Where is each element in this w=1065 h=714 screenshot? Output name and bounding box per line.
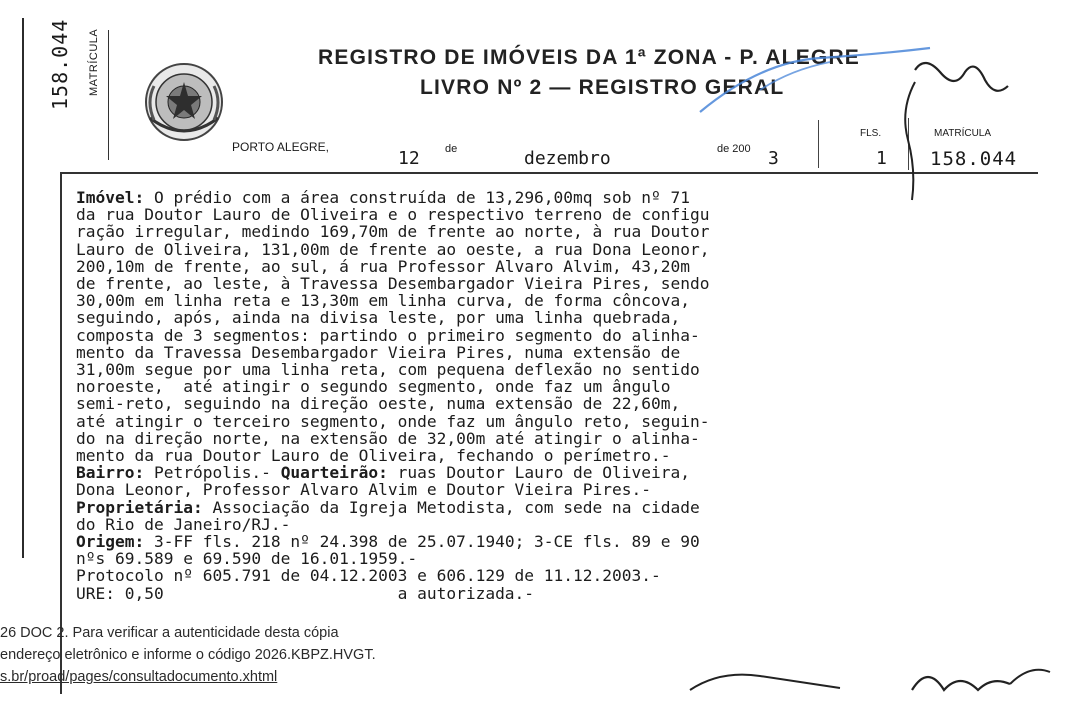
body-line: até atingir o terceiro segmento, onde faz um ângulo reto, seguin-: [76, 411, 710, 431]
date-year-digit: 3: [768, 148, 779, 169]
body-line: de frente, ao leste, à Travessa Desembargador Vieira Pires, sendo: [76, 274, 710, 294]
registry-body-text: [76, 189, 1026, 602]
body-line: 30,00m em linha reta e 13,30m em linha curva, de forma côncova,: [76, 291, 690, 311]
body-line: do na direção norte, na extensão de 32,00m até atingir o alinha-: [76, 428, 700, 448]
body-line: composta de 3 segmentos: partindo o primeiro segmento do alinha-: [76, 325, 700, 345]
date-de-label: de: [445, 143, 458, 155]
bairro-label: Bairro:: [76, 463, 145, 483]
fls-label: FLS.: [860, 128, 882, 139]
date-day: 12: [398, 148, 420, 169]
origem-line2: nºs 69.589 e 69.590 de 16.01.1959.-: [76, 549, 418, 569]
quarteirao-value: ruas Doutor Lauro de Oliveira,: [387, 463, 691, 483]
body-line: ração irregular, medindo 169,70m de frente ao norte, à rua Doutor: [76, 222, 710, 242]
proprietaria-label: Proprietária:: [76, 497, 203, 517]
fls-divider-right: [908, 118, 909, 170]
body-line: semi-reto, seguindo na direção oeste, numa extensão de 22,60m,: [76, 394, 681, 414]
book-title: LIVRO Nº 2 — REGISTRO GERAL: [420, 76, 785, 99]
fls-value: 1: [876, 148, 887, 169]
stamp-line-2: endereço eletrônico e informe o código 2026.KBPZ.HVGT.: [0, 647, 376, 663]
stamp-line-1: 26 DOC 2. Para verificar a autenticidade desta cópia: [0, 625, 339, 641]
origem-value: 3-FF fls. 218 nº 24.398 de 25.07.1940; 3-CE fls. 89 e 90: [144, 532, 700, 552]
body-line: da rua Doutor Lauro de Oliveira e o respectivo terreno de configu: [76, 205, 710, 225]
imovel-label: Imóvel:: [76, 188, 145, 207]
matricula-vertical-number: 158.044: [48, 18, 72, 110]
date-year-prefix: de 200: [717, 143, 751, 155]
body-line: noroeste, até atingir o segundo segmento, onde faz um ângulo: [76, 377, 671, 397]
left-margin-rule: [22, 18, 24, 558]
matricula-divider: [108, 30, 109, 160]
matricula-value: 158.044: [930, 148, 1018, 170]
proprietaria-line2: do Rio de Janeiro/RJ.-: [76, 514, 291, 534]
body-line: 31,00m segue por uma linha reta, com pequena deflexão no sentido: [76, 360, 700, 380]
bairro-value: Petrópolis.-: [144, 463, 281, 483]
body-line: seguindo, após, ainda na divisa leste, por uma linha quebrada,: [76, 308, 681, 328]
protocolo-line: Protocolo nº 605.791 de 04.12.2003 e 606.129 de 11.12.2003.-: [76, 566, 661, 586]
coat-of-arms-seal-icon: [140, 58, 228, 146]
body-line: mento da rua Doutor Lauro de Oliveira, fechando o perímetro.-: [76, 446, 671, 466]
proprietaria-value: Associação da Igreja Metodista, com sede na cidade: [202, 497, 700, 517]
matricula-vertical-label: MATRÍCULA: [88, 28, 100, 96]
body-line: mento da Travessa Desembargador Vieira Pires, numa extensão de: [76, 342, 681, 362]
fls-divider-left: [818, 120, 819, 168]
matricula-label: MATRÍCULA: [934, 128, 992, 139]
black-signature-top: [915, 63, 1008, 91]
body-line: Lauro de Oliveira, 131,00m de frente ao oeste, a rua Dona Leonor,: [76, 239, 710, 259]
authenticity-stamp: [0, 622, 376, 688]
quarteirao-label: Quarteirão:: [280, 463, 388, 483]
date-month: dezembro: [524, 148, 611, 169]
imovel-first-line: O prédio com a área construída de 13,296,00mq sob nº 71: [144, 188, 690, 207]
registry-title: REGISTRO DE IMÓVEIS DA 1ª ZONA - P. ALEGRE: [318, 46, 861, 69]
verification-url-link[interactable]: s.br/proad/pages/consultadocumento.xhtml: [0, 669, 278, 685]
quarteirao-line2: Dona Leonor, Professor Alvaro Alvim e Doutor Vieira Pires.-: [76, 480, 651, 500]
origem-label: Origem:: [76, 532, 145, 552]
ure-line: URE: 0,50 a autorizada.-: [76, 583, 535, 603]
body-line: 200,10m de frente, ao sul, á rua Professor Alvaro Alvim, 43,20m: [76, 256, 690, 276]
city-label: PORTO ALEGRE,: [232, 140, 329, 154]
